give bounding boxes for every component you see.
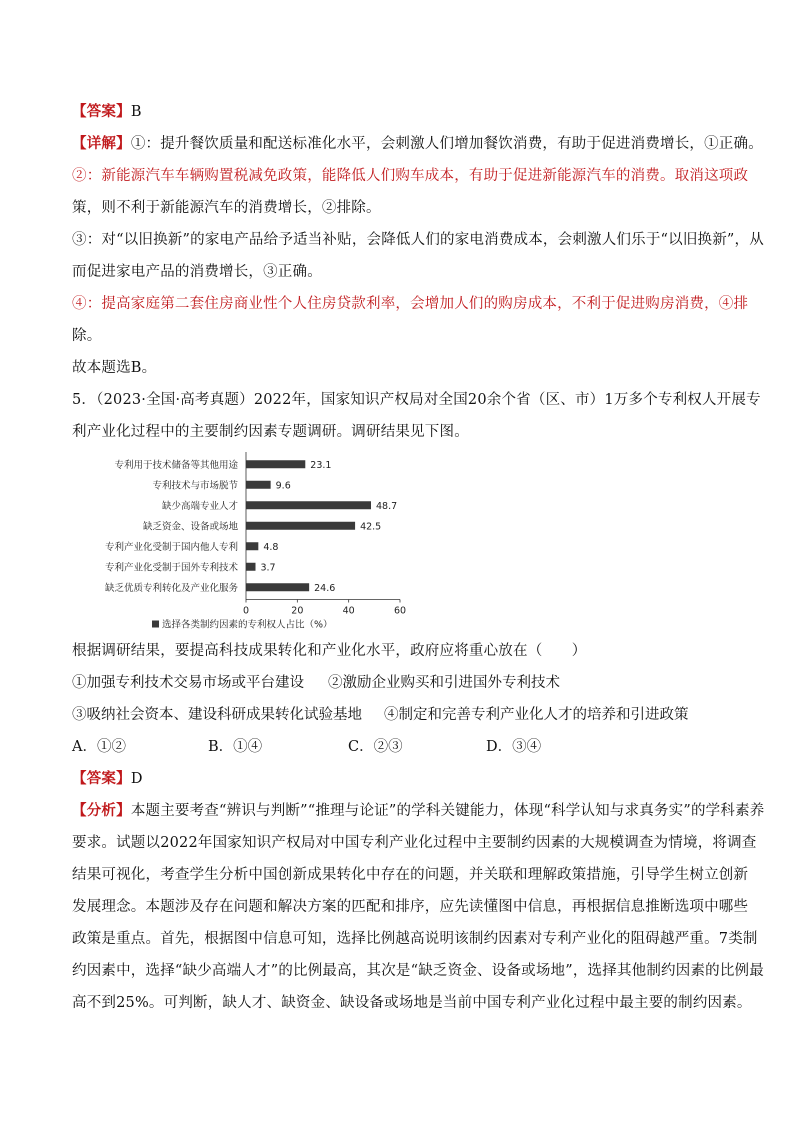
option-a[interactable]: A．①② <box>72 739 126 755</box>
chart-value-label: 9.6 <box>275 480 291 492</box>
answer-tag: 【答案】 <box>72 770 131 787</box>
option-d[interactable]: D．③④ <box>486 739 542 755</box>
question-prompt: 根据调研结果，要提高科技成果转化和产业化水平，政府应将重心放在（ ） <box>72 643 587 659</box>
chart-category-label: 缺少高端专业人才 <box>161 500 238 512</box>
chart-category-label: 专利产业化受制于国外专利技术 <box>104 562 238 574</box>
question-number: 5． <box>72 392 97 408</box>
statement-2: ②激励企业购买和引进国外专利技术 <box>328 675 560 691</box>
chart-category-label: 专利技术与市场脱节 <box>152 480 238 492</box>
chart-bar <box>246 563 255 571</box>
statements-row-2 <box>72 705 722 725</box>
survey-bar-chart <box>72 448 432 634</box>
chart-value-label: 48.7 <box>375 500 398 512</box>
analysis-line-5: 政策是重点。首先，根据图中信息可知，选择比例越高说明该制约因素对专利产业化的阻碍越严重。7类制 <box>72 931 758 947</box>
analysis-line-2: 要求。试题以2022年国家知识产权局对中国专利产业化过程中主要制约因素的大规模调查为情境，将调查 <box>72 835 757 851</box>
detail-conclusion: 故本题选B。 <box>72 360 157 376</box>
chart-x-tick-label: 0 <box>242 605 250 617</box>
chart-value-label: 23.1 <box>310 459 332 471</box>
detail-line-2: ②：新能源汽车车辆购置税减免政策，能降低人们购车成本，有助于促进新能源汽车的消费。取消这项政 <box>72 168 749 184</box>
previous-answer <box>72 102 142 122</box>
question-line-2: 利产业化过程中的主要制约因素专题调研。调研结果见下图。 <box>72 424 469 440</box>
statement-3: ③吸纳社会资本、建设科研成果转化试验基地 <box>72 707 362 723</box>
question-source: （2023·全国·高考真题） <box>96 392 254 408</box>
question-text-1: 2022年，国家知识产权局对全国20余个省（区、市）1万多个专利权人开展专 <box>253 392 761 408</box>
chart-bar <box>246 501 371 509</box>
answer-value: D <box>130 771 143 787</box>
statement-1: ①加强专利技术交易市场或平台建设 <box>72 675 304 691</box>
detail-line-5: 而促进家电产品的消费增长，③正确。 <box>72 264 322 280</box>
detail-line-3: 策，则不利于新能源汽车的消费增长，②排除。 <box>72 200 381 216</box>
answer-value: B <box>130 104 142 120</box>
chart-x-tick-label: 20 <box>291 605 304 617</box>
detail-line-4: ③：对“以旧换新”的家电产品给予适当补贴，会降低人们的家电消费成本，会刺激人们乐于“以旧换新”，从 <box>72 232 764 248</box>
chart-value-label: 4.8 <box>263 541 279 553</box>
question-line-1 <box>72 390 761 410</box>
analysis-line-4: 发展理念。本题涉及存在问题和解决方案的匹配和排序，应先读懂图中信息，再根据信息推断选项中哪些 <box>72 899 749 915</box>
chart-bar <box>246 583 309 591</box>
chart-value-label: 42.5 <box>360 521 382 533</box>
analysis-tag: 【分析】 <box>72 802 131 819</box>
detail-line-6: ④：提高家庭第二套住房商业性个人住房贷款利率，会增加人们的购房成本，不利于促进购房消费，④排 <box>72 296 749 312</box>
analysis-line-3: 结果可视化，考查学生分析中国创新成果转化中存在的问题，并关联和理解政策措施，引导学生树立创新 <box>72 867 749 883</box>
chart-x-tick-label: 40 <box>342 605 355 617</box>
answer-line <box>72 769 143 789</box>
analysis-line-6: 约因素中，选择“缺少高端人才”的比例最高，其次是“缺乏资金、设备或场地”，选择其他制约因素的比例最 <box>72 963 764 979</box>
analysis-line-1: 【分析】本题主要考查“辨识与判断”“推理与论证”的学科关键能力，体现“科学认知与求真务实”的学科素养 <box>72 802 765 819</box>
answer-options <box>72 737 722 757</box>
chart-category-label: 专利产业化受制于国内他人专利 <box>104 541 238 553</box>
chart-bar <box>246 481 271 489</box>
chart-category-label: 缺乏优质专利转化及产业化服务 <box>104 582 238 594</box>
statements-row-1 <box>72 673 722 693</box>
detail-tag: 【详解】 <box>72 135 131 152</box>
chart-legend-swatch <box>152 621 159 628</box>
analysis-line-7: 高不到25%。可判断，缺人才、缺资金、缺设备或场地是当前中国专利产业化过程中最主要的制约因素。 <box>72 995 752 1011</box>
detail-line-7: 除。 <box>72 328 102 344</box>
statement-4: ④制定和完善专利产业化人才的培养和引进政策 <box>384 707 689 723</box>
answer-tag: 【答案】 <box>72 103 131 120</box>
chart-bar <box>246 460 305 468</box>
chart-bar <box>246 522 355 530</box>
option-c[interactable]: C．②③ <box>348 739 403 755</box>
chart-legend-label: 选择各类制约因素的专利权人占比（%） <box>162 619 333 631</box>
chart-value-label: 3.7 <box>260 562 276 574</box>
chart-bar <box>246 542 258 550</box>
chart-value-label: 24.6 <box>314 582 336 594</box>
detail-line-1: 【详解】①：提升餐饮质量和配送标准化水平，会刺激人们增加餐饮消费，有助于促进消费增长，①正确。 <box>72 135 763 152</box>
chart-x-tick-label: 60 <box>393 605 407 617</box>
chart-category-label: 专利用于技术储备等其他用途 <box>114 459 238 471</box>
chart-category-label: 缺乏资金、设备或场地 <box>142 521 238 533</box>
option-b[interactable]: B．①④ <box>208 739 263 755</box>
